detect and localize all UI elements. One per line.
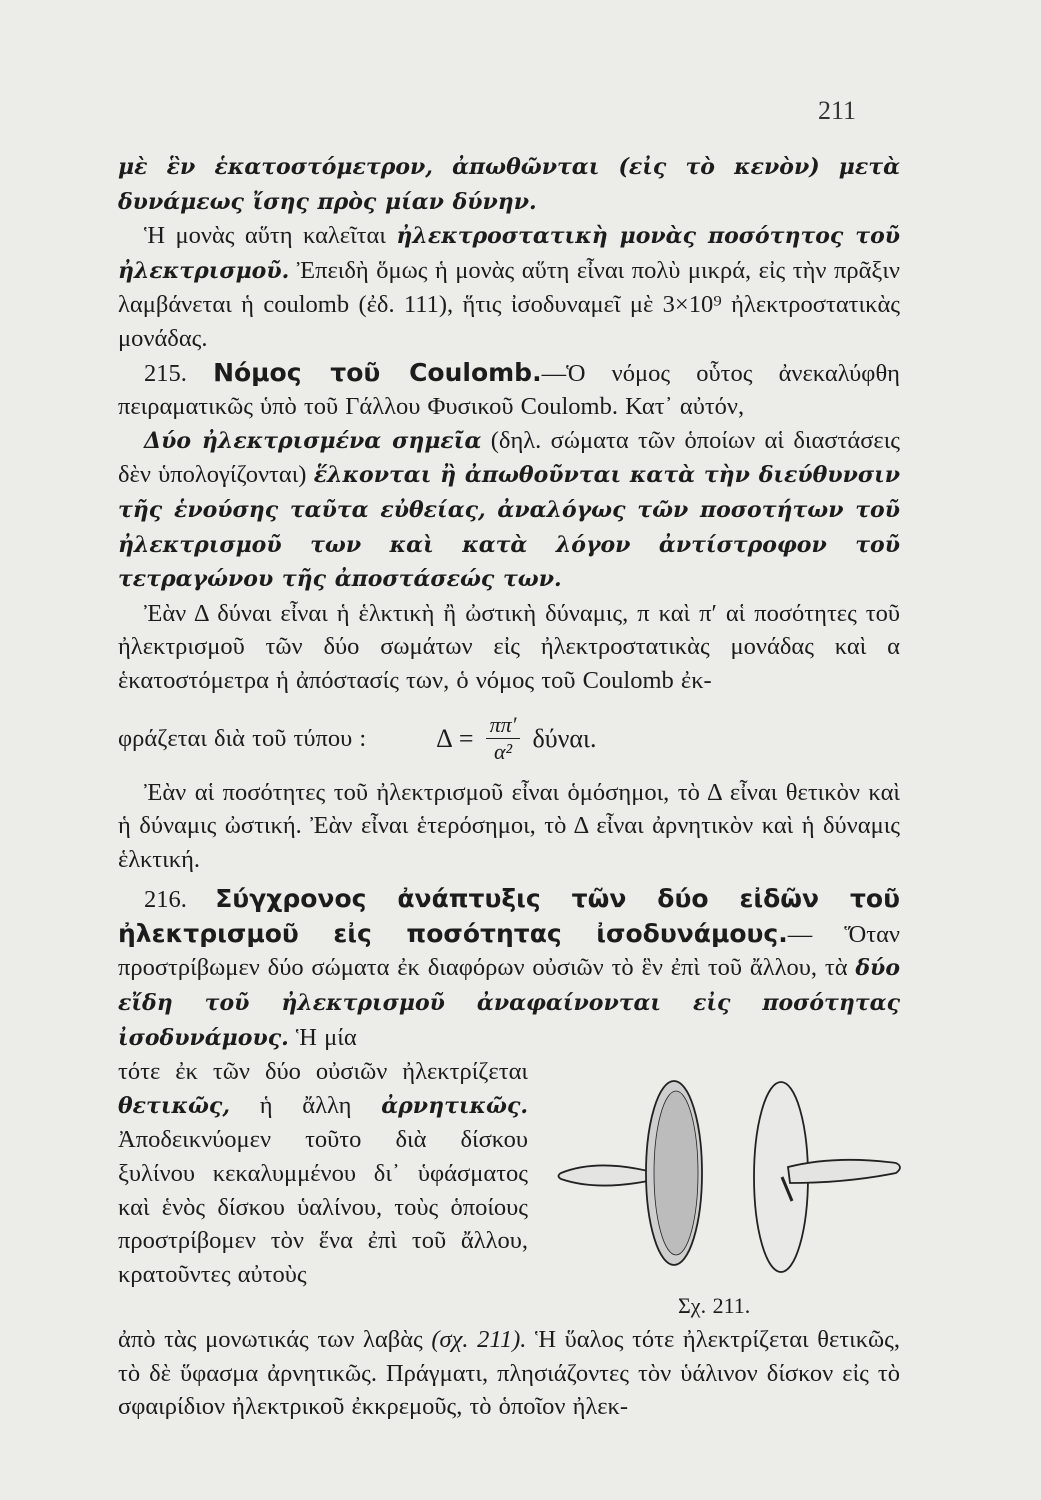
section-number: 216. xyxy=(144,886,187,914)
section-216 xyxy=(118,882,900,1055)
bold-term: ἕλκονται ἢ ἀπωθοῦνται κατὰ τὴν διεύθυνσιν τῆς ἑνούσης ταῦτα εὐθείας, ἀναλόγως τῶν ποσοτήτων τοῦ ἠλεκτρισμοῦ των καὶ κατὰ λόγον ἀντίστροφον τοῦ τετραγώνου τῆς ἀποστάσεώς των. xyxy=(118,462,901,593)
bold-term: θετικῶς, xyxy=(118,1092,230,1119)
page-body xyxy=(118,150,900,1424)
bold-term: Δύο ἠλεκτρισμένα σημεῖα xyxy=(144,427,482,454)
paragraph-last xyxy=(118,1323,900,1424)
section-title: Σύγχρονος ἀνάπτυξις τῶν δύο εἰδῶν τοῦ ἠλεκτρισμοῦ εἰς ποσότητας ἰσοδυνάμους. xyxy=(118,884,900,948)
formula-numerator: ππ′ xyxy=(486,712,521,739)
formula-lhs: Δ = xyxy=(436,723,474,753)
coulomb-formula xyxy=(436,712,596,765)
figure-reference: (σχ. 211). xyxy=(431,1326,527,1354)
figure-211-disks xyxy=(556,1055,906,1305)
text-span: — Ὅταν προστρίβωμεν δύο σώματα ἐκ διαφόρων οὐσιῶν τὸ ἓν ἐπὶ τοῦ ἄλλου, τὰ xyxy=(118,920,900,982)
text-span: ἀπὸ τὰς μονωτικάς των λαβὰς xyxy=(118,1326,423,1354)
formula-fraction xyxy=(486,712,521,765)
page-number: 211 xyxy=(818,96,857,125)
formula-line xyxy=(118,704,900,774)
coulomb-law-statement xyxy=(118,424,900,597)
text-span: Ἐὰν αἱ ποσότητες τοῦ ἠλεκτρισμοῦ εἶναι ὁμόσημοι, τὸ Δ εἶναι θετικὸν καὶ ἡ δύναμις ὠστική. Ἐὰν εἶναι ἑτερόσημοι, τὸ Δ εἶναι ἀρνητικὸν καὶ ἡ δύναμις ἑλκτική. xyxy=(118,778,900,873)
text-span: Ἐὰν Δ δύναι εἶναι ἡ ἑλκτικὴ ἢ ὠστικὴ δύναμις, π καὶ π′ αἱ ποσότητες τοῦ ἠλεκτρισμοῦ τῶν δύο σωμάτων εἰς ἠλεκτροστατικὰς μονάδας καὶ α ἑκατοστόμετρα ἡ ἀπόστασίς των, ὁ νόμος τοῦ Coulomb ἐκ- xyxy=(118,599,900,694)
paragraph-unit-definition xyxy=(118,150,900,219)
text-span: Ἡ ὕαλος τότε ἠλεκτρίζεται θετικῶς, τὸ δὲ ὕφασμα ἀρνητικῶς. Πράγματι, πλησιάζοντες τὸν ὑάλινον δίσκον εἰς τὸ σφαιρίδιον ἠλεκτρικοῦ ἐκκρεμοῦς, τὸ ὁποῖον ἠλεκ- xyxy=(118,1326,900,1421)
text-span: Ἐπειδὴ ὅμως ἡ μονὰς αὕτη εἶναι πολὺ μικρά, εἰς τὴν πρᾶξιν λαμβάνεται ἡ coulomb (ἐδ. 111), ἥτις ἰσοδυναμεῖ μὲ 3×10⁹ ἠλεκτροστατικὰς μονάδας. xyxy=(118,256,900,352)
text-span: ἡ ἄλλη xyxy=(259,1091,352,1119)
bold-term: δύο εἴδη τοῦ ἠλεκτρισμοῦ ἀναφαίνονται εἰς ποσότητας ἰσοδυνάμους. xyxy=(118,955,900,1051)
formula-prefix: φράζεται διὰ τοῦ τύπου : xyxy=(118,724,367,752)
paragraph-electrostatic-unit xyxy=(118,219,900,355)
text-span: Ἀποδεικνύομεν τοῦτο διὰ δίσκου ξυλίνου κεκαλυμμένου δι᾽ ὑφάσματος καὶ ἑνὸς δίσκου ὑαλίνου, τοὺς ὁποίους προστρίβομεν τὸν ἕνα ἐπὶ τοῦ ἄλλου, κρατοῦντες αὐτοὺς xyxy=(118,1126,528,1288)
bold-term: ἀρνητικῶς. xyxy=(381,1092,529,1119)
paragraph-formula-intro xyxy=(118,597,900,698)
paragraph-sign xyxy=(118,776,900,877)
text-span: (δηλ. σώματα τῶν ὁποίων αἱ διαστάσεις δὲν ὑπολογίζονται) xyxy=(118,426,900,489)
section-number: 215. xyxy=(144,359,187,387)
figure-side-text xyxy=(118,1055,528,1291)
bold-term: ἠλεκτροστατικὴ μονὰς ποσότητος τοῦ ἠλεκτρισμοῦ. xyxy=(118,223,901,284)
text-span: Ἡ μία xyxy=(295,1023,357,1051)
formula-unit: δύναι. xyxy=(532,723,597,753)
text-span: Ἡ μονὰς αὕτη καλεῖται xyxy=(144,222,386,250)
section-title: Νόμος τοῦ Coulomb. xyxy=(213,357,542,387)
definition-bold-text: μὲ ἓν ἑκατοστόμετρον, ἀπωθῶνται (εἰς τὸ κενὸν) μετὰ δυνάμεως ἴσης πρὸς μίαν δύνην. xyxy=(118,154,900,215)
glass-disk-with-handle xyxy=(754,1082,900,1272)
text-span: —Ὁ νόμος οὗτος ἀνεκαλύφθη πειραματικῶς ὑπὸ τοῦ Γάλλου Φυσικοῦ Coulomb. Κατ᾽ αὐτόν, xyxy=(118,359,900,421)
section-215 xyxy=(118,356,900,424)
figure-block xyxy=(118,1055,900,1323)
formula-denominator: α² xyxy=(493,739,513,764)
text-span: τότε ἐκ τῶν δύο οὐσιῶν ἠλεκτρίζεται xyxy=(118,1058,528,1086)
wooden-disk-with-handle xyxy=(559,1081,703,1265)
figure-caption: Σχ. 211. xyxy=(678,1293,751,1319)
